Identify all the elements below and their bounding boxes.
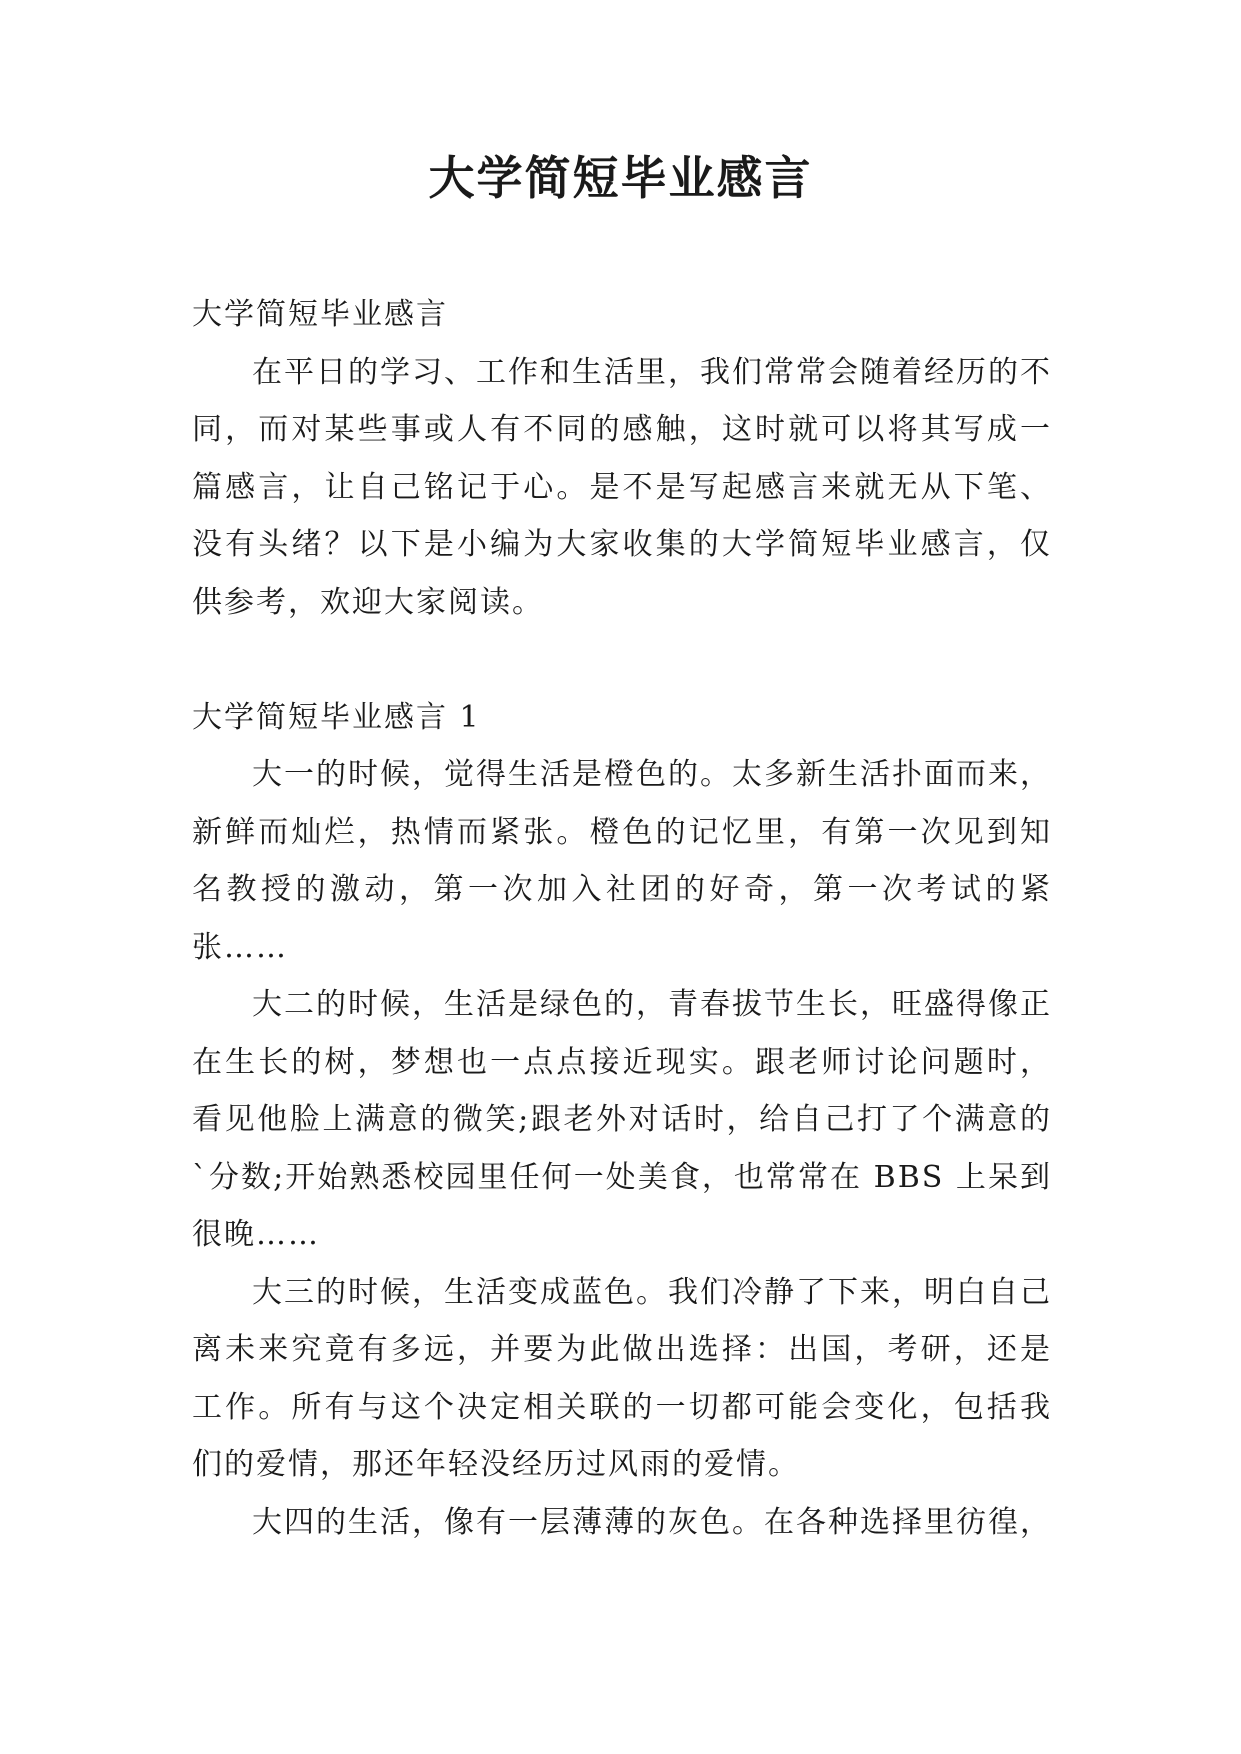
- section-heading: 大学简短毕业感言 1: [192, 699, 481, 735]
- paragraph-sophomore: 大二的时候，生活是绿色的，青春拔节生长，旺盛得像正在生长的树，梦想也一点点接近现实。跟老师讨论问题时，看见他脸上满意的微笑;跟老外对话时，给自己打了个满意的`分数;开始熟悉校园里任何一处美食，也常常在 BBS 上呆到很晚……: [192, 987, 1052, 1252]
- paragraph-senior: 大四的生活，像有一层薄薄的灰色。在各种选择里彷徨，: [252, 1504, 1052, 1540]
- intro-section: [192, 286, 1052, 631]
- intro-paragraph: 在平日的学习、工作和生活里，我们常常会随着经历的不同，而对某些事或人有不同的感触，这时就可以将其写成一篇感言，让自己铭记于心。是不是写起感言来就无从下笔、没有头绪？以下是小编为大家收集的大学简短毕业感言，仅供参考，欢迎大家阅读。: [192, 354, 1052, 620]
- document-title: 大学简短毕业感言: [428, 151, 813, 205]
- section-heading: 大学简短毕业感言: [192, 297, 448, 332]
- essay-1-section: [192, 689, 1052, 1552]
- paragraph-junior: 大三的时候，生活变成蓝色。我们冷静了下来，明白自己离未来究竟有多远，并要为此做出选择：出国，考研，还是工作。所有与这个决定相关联的一切都可能会变化，包括我们的爱情，那还年轻没经历过风雨的爱情。: [192, 1274, 1052, 1482]
- paragraph-freshman: 大一的时候，觉得生活是橙色的。太多新生活扑面而来，新鲜而灿烂，热情而紧张。橙色的记忆里，有第一次见到知名教授的激动，第一次加入社团的好奇，第一次考试的紧张……: [192, 757, 1052, 965]
- document-body: [192, 286, 1052, 1551]
- section-spacer: [192, 631, 1052, 689]
